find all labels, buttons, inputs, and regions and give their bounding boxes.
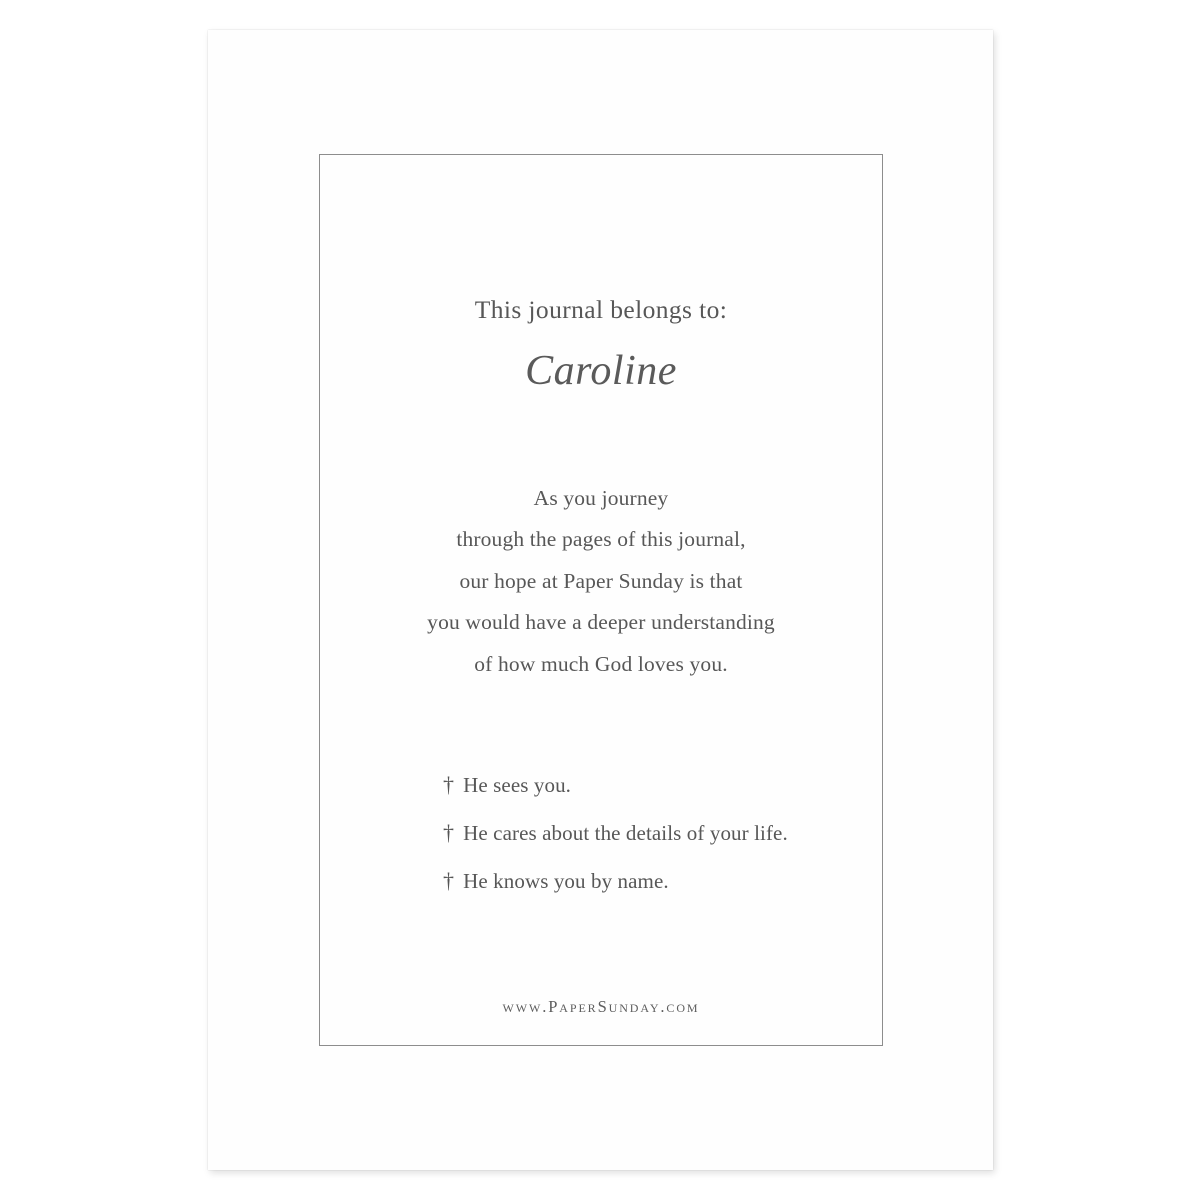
message-block [346, 478, 856, 686]
cross-icon: † [443, 820, 455, 846]
list-item [443, 857, 856, 905]
message-line: our hope at Paper Sunday is that [459, 568, 743, 593]
belongs-to-label: This journal belongs to: [474, 295, 728, 324]
message-line: of how much God loves you. [474, 651, 728, 676]
list-item [443, 809, 856, 857]
list-item-label: He sees you. [463, 773, 572, 798]
message-line: you would have a deeper understanding [427, 610, 775, 635]
list-item [443, 761, 856, 809]
website-url: www.PaperSunday.com [502, 997, 700, 1016]
affirmations-list [346, 761, 856, 905]
cross-icon: † [443, 868, 455, 894]
message-line: through the pages of this journal, [456, 527, 746, 552]
message-line: As you journey [533, 485, 669, 510]
page-inner-border [319, 154, 883, 1046]
cross-icon: † [443, 772, 455, 798]
list-item-label: He knows you by name. [463, 869, 669, 894]
owner-name: Caroline [525, 347, 677, 394]
page-content [320, 155, 882, 1045]
journal-page [208, 30, 993, 1170]
list-item-label: He cares about the details of your life. [463, 821, 788, 846]
